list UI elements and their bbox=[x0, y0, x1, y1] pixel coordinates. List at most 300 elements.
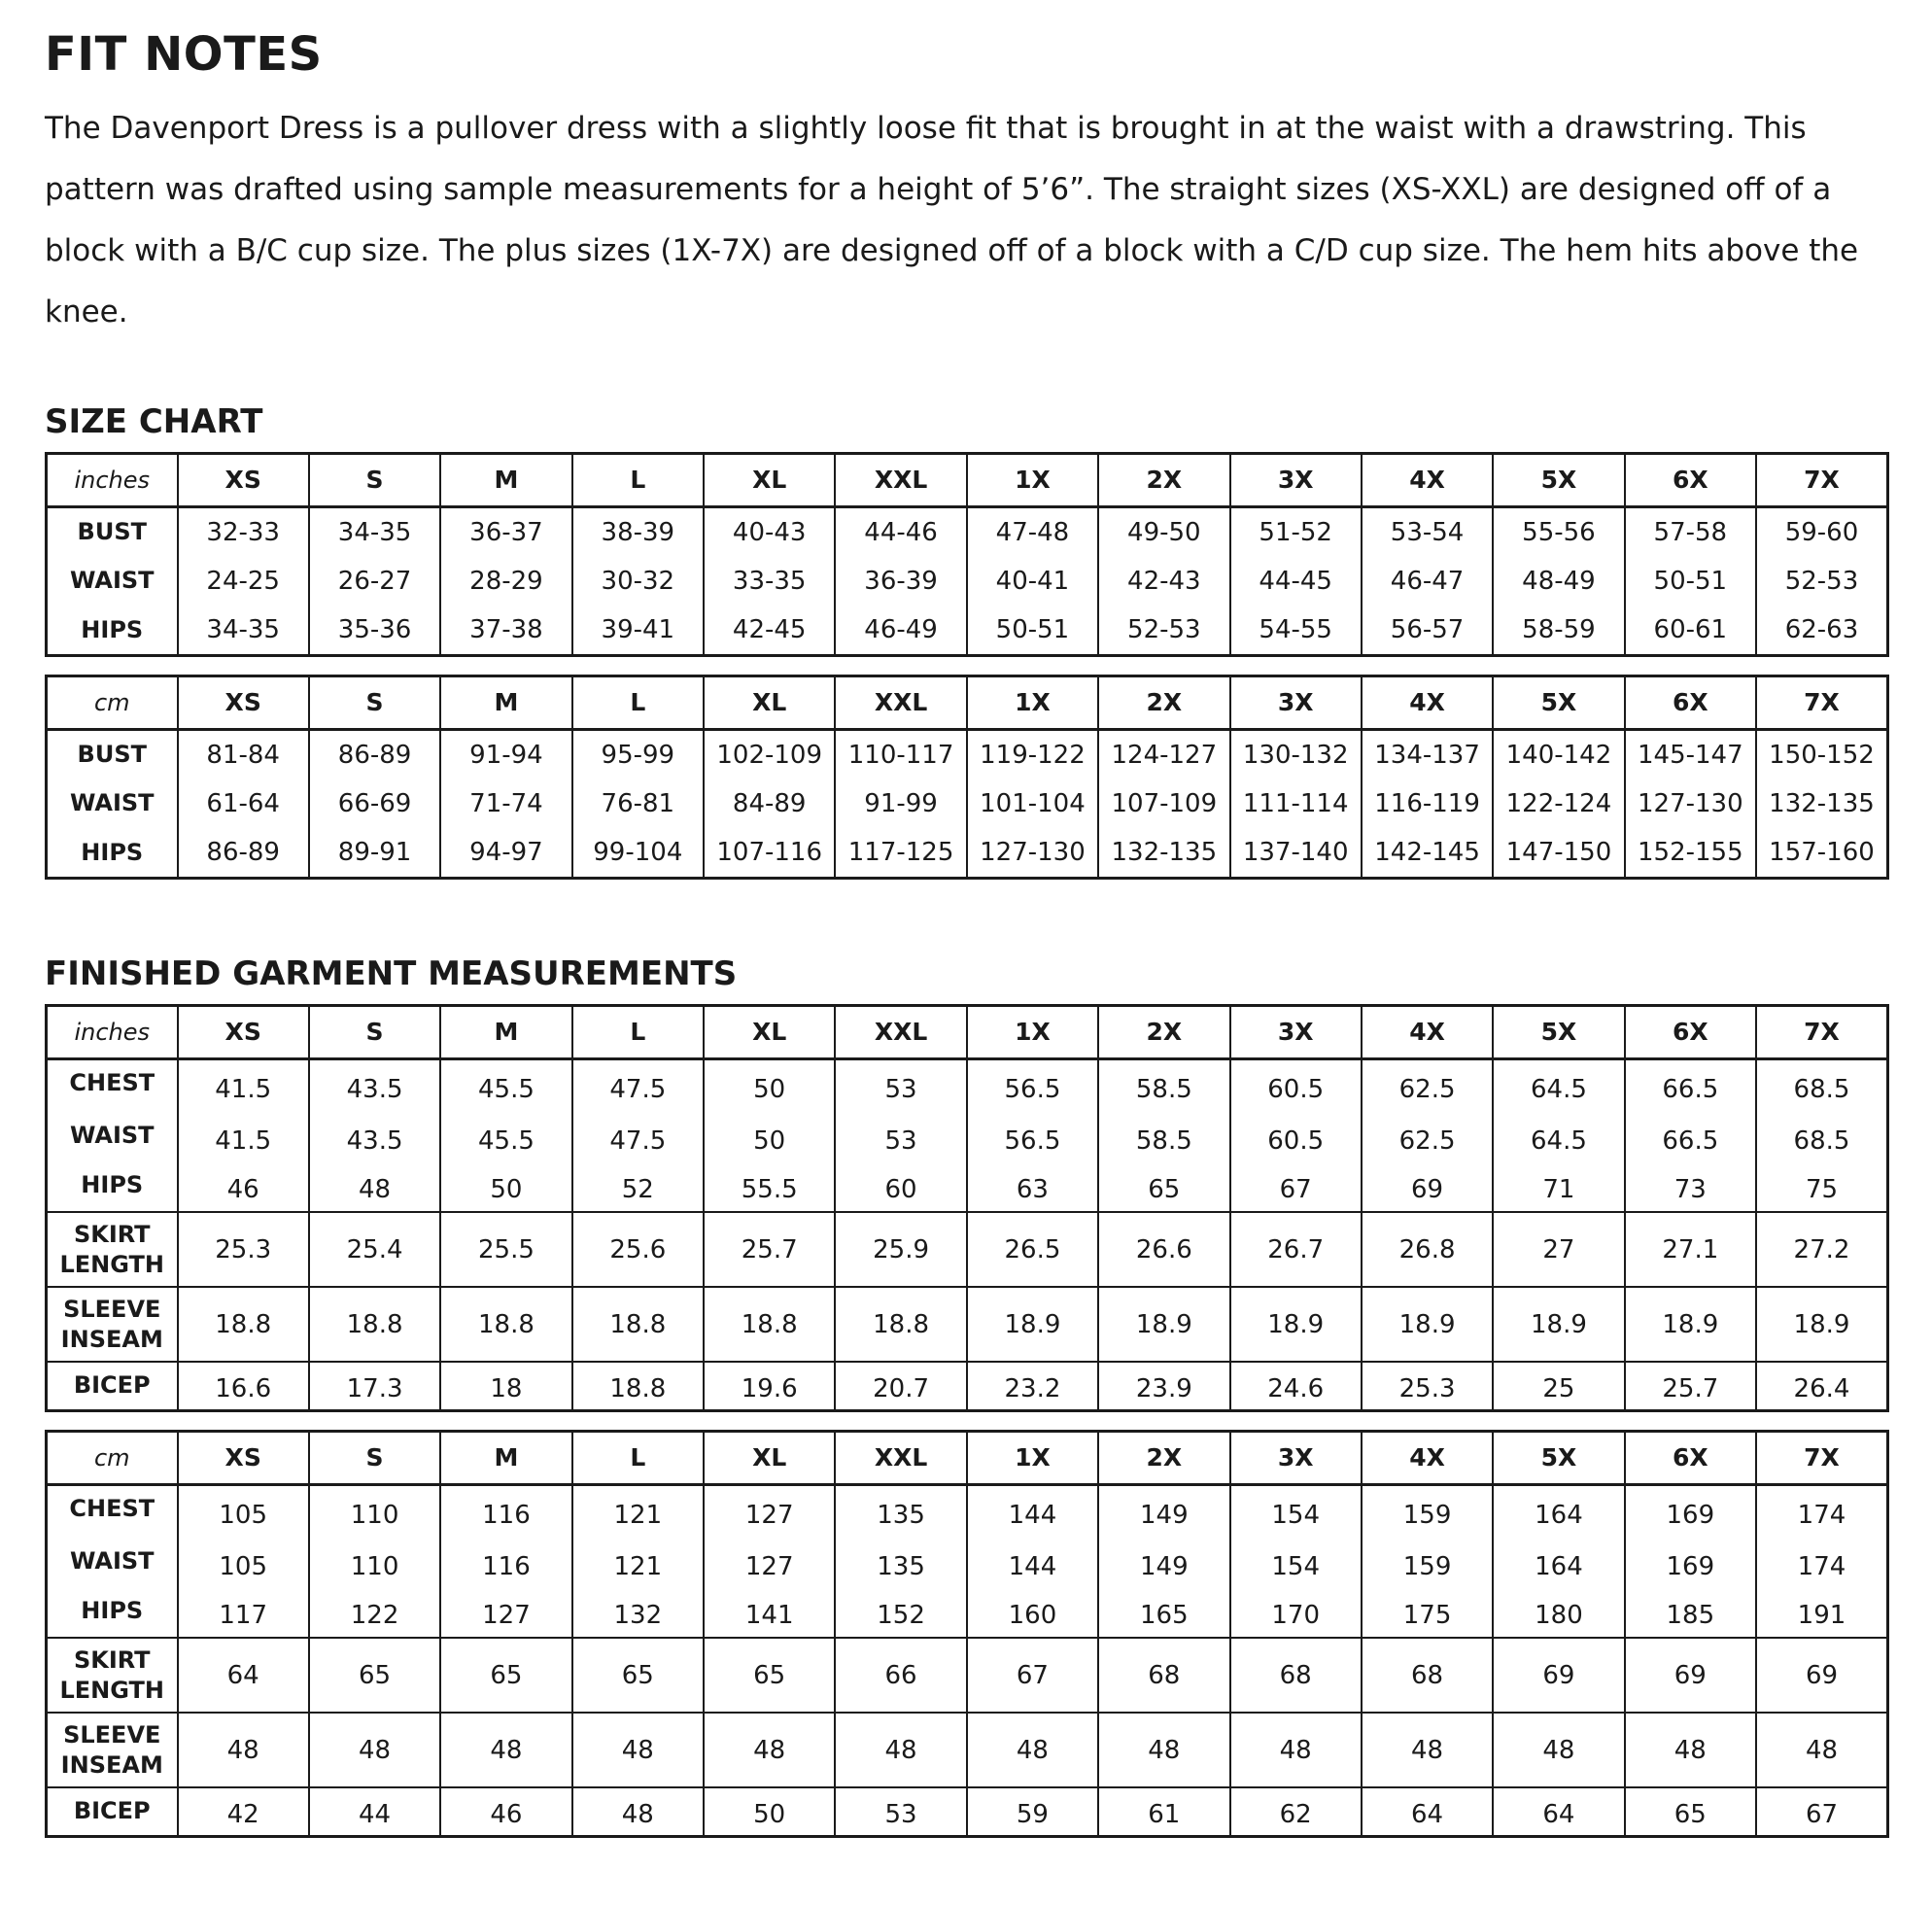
table-row bbox=[47, 729, 1888, 779]
size-header: 7X bbox=[1756, 1005, 1888, 1058]
measurement-cell: 54-55 bbox=[1230, 606, 1362, 655]
row-label-line: LENGTH bbox=[59, 1250, 164, 1278]
unit-label: inches bbox=[47, 453, 178, 506]
size-header: 1X bbox=[967, 1431, 1098, 1484]
row-label bbox=[47, 779, 178, 828]
measurement-cell: 27.1 bbox=[1625, 1212, 1756, 1287]
size-header: 3X bbox=[1230, 453, 1362, 506]
header-row bbox=[47, 1005, 1888, 1058]
measurement-cell: 159 bbox=[1362, 1539, 1493, 1588]
fit-notes-title: FIT NOTES bbox=[45, 27, 323, 82]
row-label-line: WAIST bbox=[69, 789, 155, 817]
row-label bbox=[47, 828, 178, 878]
size-header: XS bbox=[178, 1005, 309, 1058]
measurement-cell: 152-155 bbox=[1625, 828, 1756, 878]
measurement-cell: 67 bbox=[1756, 1787, 1888, 1836]
measurement-cell: 174 bbox=[1756, 1484, 1888, 1539]
measurement-cell: 169 bbox=[1625, 1484, 1756, 1539]
measurement-cell: 18.8 bbox=[440, 1287, 571, 1362]
measurement-cell: 145-147 bbox=[1625, 729, 1756, 779]
measurement-cell: 35-36 bbox=[309, 606, 440, 655]
size-header: 4X bbox=[1362, 1431, 1493, 1484]
row-label-line: HIPS bbox=[81, 838, 144, 866]
measurement-cell: 43.5 bbox=[309, 1058, 440, 1113]
table-row bbox=[47, 828, 1888, 878]
measurement-cell: 60.5 bbox=[1230, 1113, 1362, 1162]
size-header: 2X bbox=[1098, 1431, 1229, 1484]
row-label bbox=[47, 1058, 178, 1113]
unit-label: inches bbox=[47, 1005, 178, 1058]
measurement-cell: 71-74 bbox=[440, 779, 571, 828]
size-chart-cm-table bbox=[45, 675, 1891, 880]
size-header: 5X bbox=[1493, 675, 1624, 729]
measurement-cell: 102-109 bbox=[704, 729, 835, 779]
measurement-cell: 137-140 bbox=[1230, 828, 1362, 878]
measurement-cell: 59 bbox=[967, 1787, 1098, 1836]
measurement-cell: 65 bbox=[440, 1638, 571, 1713]
size-header: M bbox=[440, 453, 571, 506]
size-header: 4X bbox=[1362, 1005, 1493, 1058]
measurement-cell: 164 bbox=[1493, 1484, 1624, 1539]
size-header: S bbox=[309, 1431, 440, 1484]
row-label-line: INSEAM bbox=[60, 1750, 163, 1779]
measurement-cell: 117 bbox=[178, 1588, 309, 1638]
size-header: M bbox=[440, 1431, 571, 1484]
measurement-cell: 122-124 bbox=[1493, 779, 1624, 828]
row-label-line: BICEP bbox=[73, 1797, 151, 1825]
measurement-cell: 76-81 bbox=[572, 779, 704, 828]
measurement-cell: 165 bbox=[1098, 1588, 1229, 1638]
measurement-cell: 170 bbox=[1230, 1588, 1362, 1638]
measurement-cell: 159 bbox=[1362, 1484, 1493, 1539]
measurement-cell: 61 bbox=[1098, 1787, 1229, 1836]
size-header: 5X bbox=[1493, 1431, 1624, 1484]
measurement-cell: 50 bbox=[704, 1787, 835, 1836]
measurement-cell: 127 bbox=[704, 1484, 835, 1539]
measurement-cell: 69 bbox=[1362, 1162, 1493, 1212]
size-header: 3X bbox=[1230, 675, 1362, 729]
measurement-cell: 59-60 bbox=[1756, 506, 1888, 556]
measurement-cell: 64.5 bbox=[1493, 1058, 1624, 1113]
measurement-cell: 26.7 bbox=[1230, 1212, 1362, 1287]
row-label-line: WAIST bbox=[69, 1122, 155, 1150]
measurement-cell: 18.9 bbox=[967, 1287, 1098, 1362]
measurement-cell: 73 bbox=[1625, 1162, 1756, 1212]
row-label bbox=[47, 1113, 178, 1162]
measurement-cell: 60-61 bbox=[1625, 606, 1756, 655]
measurement-cell: 18 bbox=[440, 1362, 571, 1410]
size-header: 6X bbox=[1625, 675, 1756, 729]
size-header: L bbox=[572, 675, 704, 729]
measurement-cell: 191 bbox=[1756, 1588, 1888, 1638]
measurement-cell: 65 bbox=[1098, 1162, 1229, 1212]
finished-garment-inches-table bbox=[45, 1004, 1891, 1412]
measurement-cell: 25.7 bbox=[704, 1212, 835, 1287]
measurement-cell: 154 bbox=[1230, 1484, 1362, 1539]
table-row bbox=[47, 606, 1888, 655]
size-header: XXL bbox=[835, 453, 966, 506]
measurement-cell: 68 bbox=[1362, 1638, 1493, 1713]
header-row bbox=[47, 453, 1888, 506]
measurement-cell: 132-135 bbox=[1756, 779, 1888, 828]
measurement-cell: 152 bbox=[835, 1588, 966, 1638]
measurement-cell: 48 bbox=[1230, 1713, 1362, 1787]
measurement-cell: 45.5 bbox=[440, 1058, 571, 1113]
size-chart-heading: SIZE CHART bbox=[45, 401, 263, 441]
measurement-cell: 48 bbox=[835, 1713, 966, 1787]
measurement-cell: 18.9 bbox=[1756, 1287, 1888, 1362]
measurement-cell: 55-56 bbox=[1493, 506, 1624, 556]
table-row bbox=[47, 1162, 1888, 1212]
measurement-cell: 44-45 bbox=[1230, 556, 1362, 606]
row-label-line: HIPS bbox=[81, 615, 144, 643]
header-row bbox=[47, 1431, 1888, 1484]
measurement-cell: 75 bbox=[1756, 1162, 1888, 1212]
measurement-cell: 132 bbox=[572, 1588, 704, 1638]
row-label-line: CHEST bbox=[69, 1494, 155, 1522]
measurement-cell: 60.5 bbox=[1230, 1058, 1362, 1113]
size-header: L bbox=[572, 1005, 704, 1058]
measurement-cell: 53 bbox=[835, 1787, 966, 1836]
measurement-cell: 66.5 bbox=[1625, 1058, 1756, 1113]
measurement-cell: 18.8 bbox=[835, 1287, 966, 1362]
measurement-cell: 110-117 bbox=[835, 729, 966, 779]
measurement-cell: 140-142 bbox=[1493, 729, 1624, 779]
measurement-cell: 48 bbox=[704, 1713, 835, 1787]
measurement-cell: 46 bbox=[440, 1787, 571, 1836]
measurement-cell: 65 bbox=[704, 1638, 835, 1713]
measurement-cell: 43.5 bbox=[309, 1113, 440, 1162]
measurement-cell: 64.5 bbox=[1493, 1113, 1624, 1162]
measurement-cell: 46-47 bbox=[1362, 556, 1493, 606]
size-header: XXL bbox=[835, 1431, 966, 1484]
measurement-cell: 18.9 bbox=[1625, 1287, 1756, 1362]
size-header: 4X bbox=[1362, 453, 1493, 506]
measurement-cell: 121 bbox=[572, 1539, 704, 1588]
document-page bbox=[45, 29, 1891, 1855]
measurement-cell: 71 bbox=[1493, 1162, 1624, 1212]
measurement-cell: 47-48 bbox=[967, 506, 1098, 556]
measurement-cell: 18.8 bbox=[572, 1362, 704, 1410]
measurement-cell: 33-35 bbox=[704, 556, 835, 606]
measurement-cell: 48-49 bbox=[1493, 556, 1624, 606]
measurement-cell: 52-53 bbox=[1756, 556, 1888, 606]
row-label bbox=[47, 1588, 178, 1638]
measurement-cell: 20.7 bbox=[835, 1362, 966, 1410]
measurement-cell: 18.9 bbox=[1230, 1287, 1362, 1362]
measurement-cell: 56.5 bbox=[967, 1113, 1098, 1162]
measurement-cell: 48 bbox=[1756, 1713, 1888, 1787]
measurement-cell: 32-33 bbox=[178, 506, 309, 556]
measurement-cell: 69 bbox=[1625, 1638, 1756, 1713]
size-header: S bbox=[309, 675, 440, 729]
measurement-cell: 169 bbox=[1625, 1539, 1756, 1588]
measurement-cell: 45.5 bbox=[440, 1113, 571, 1162]
measurement-cell: 149 bbox=[1098, 1484, 1229, 1539]
measurement-cell: 53-54 bbox=[1362, 506, 1493, 556]
table-row bbox=[47, 1539, 1888, 1588]
measurement-cell: 135 bbox=[835, 1484, 966, 1539]
table-row bbox=[47, 1588, 1888, 1638]
size-header: 3X bbox=[1230, 1005, 1362, 1058]
size-header: 5X bbox=[1493, 453, 1624, 506]
size-header: 6X bbox=[1625, 453, 1756, 506]
measurement-cell: 117-125 bbox=[835, 828, 966, 878]
measurement-cell: 17.3 bbox=[309, 1362, 440, 1410]
measurement-cell: 64 bbox=[1493, 1787, 1624, 1836]
measurement-cell: 46-49 bbox=[835, 606, 966, 655]
finished-garment-heading: FINISHED GARMENT MEASUREMENTS bbox=[45, 953, 738, 993]
measurement-cell: 86-89 bbox=[309, 729, 440, 779]
measurement-cell: 154 bbox=[1230, 1539, 1362, 1588]
measurement-cell: 18.8 bbox=[572, 1287, 704, 1362]
size-header: S bbox=[309, 1005, 440, 1058]
measurement-cell: 64 bbox=[1362, 1787, 1493, 1836]
measurement-cell: 36-39 bbox=[835, 556, 966, 606]
measurement-cell: 149 bbox=[1098, 1539, 1229, 1588]
measurement-cell: 141 bbox=[704, 1588, 835, 1638]
measurement-cell: 53 bbox=[835, 1113, 966, 1162]
measurement-cell: 40-43 bbox=[704, 506, 835, 556]
size-header: 1X bbox=[967, 453, 1098, 506]
row-label-line: BUST bbox=[77, 518, 147, 546]
measurement-cell: 48 bbox=[1098, 1713, 1229, 1787]
measurement-cell: 50-51 bbox=[1625, 556, 1756, 606]
measurement-table bbox=[45, 1430, 1889, 1838]
measurement-cell: 130-132 bbox=[1230, 729, 1362, 779]
measurement-cell: 23.9 bbox=[1098, 1362, 1229, 1410]
measurement-cell: 81-84 bbox=[178, 729, 309, 779]
measurement-cell: 94-97 bbox=[440, 828, 571, 878]
fit-notes-text: The Davenport Dress is a pullover dress with a slightly loose fit that is brought in at the waist with a drawstring. This pattern was drafted using sample measurements for a height of 5’6”. The straight sizes (XS-XXL) are designed off of a block with a B/C cup size. The plus sizes (1X-7X) are designed off of a block with a C/D cup size. The hem hits above the knee. bbox=[45, 110, 1859, 329]
row-label bbox=[47, 1484, 178, 1539]
measurement-cell: 48 bbox=[440, 1713, 571, 1787]
header-row bbox=[47, 675, 1888, 729]
measurement-cell: 68 bbox=[1098, 1638, 1229, 1713]
measurement-cell: 62-63 bbox=[1756, 606, 1888, 655]
measurement-cell: 63 bbox=[967, 1162, 1098, 1212]
row-label-line: HIPS bbox=[81, 1171, 144, 1199]
unit-label: cm bbox=[47, 675, 178, 729]
measurement-cell: 18.8 bbox=[704, 1287, 835, 1362]
row-label-line: HIPS bbox=[81, 1597, 144, 1625]
measurement-cell: 47.5 bbox=[572, 1113, 704, 1162]
row-label bbox=[47, 506, 178, 556]
table-row bbox=[47, 1362, 1888, 1410]
measurement-cell: 18.9 bbox=[1098, 1287, 1229, 1362]
measurement-cell: 66 bbox=[835, 1638, 966, 1713]
measurement-cell: 157-160 bbox=[1756, 828, 1888, 878]
table-row bbox=[47, 556, 1888, 606]
measurement-cell: 40-41 bbox=[967, 556, 1098, 606]
measurement-cell: 16.6 bbox=[178, 1362, 309, 1410]
measurement-cell: 25.5 bbox=[440, 1212, 571, 1287]
measurement-cell: 28-29 bbox=[440, 556, 571, 606]
measurement-cell: 48 bbox=[1493, 1713, 1624, 1787]
table-row bbox=[47, 779, 1888, 828]
measurement-cell: 95-99 bbox=[572, 729, 704, 779]
measurement-cell: 121 bbox=[572, 1484, 704, 1539]
row-label-line: SLEEVE bbox=[63, 1720, 161, 1749]
size-header: XS bbox=[178, 453, 309, 506]
measurement-cell: 34-35 bbox=[309, 506, 440, 556]
row-label bbox=[47, 1212, 178, 1287]
measurement-cell: 105 bbox=[178, 1539, 309, 1588]
row-label-line: WAIST bbox=[69, 1547, 155, 1576]
measurement-cell: 27 bbox=[1493, 1212, 1624, 1287]
size-header: 1X bbox=[967, 1005, 1098, 1058]
size-header: XL bbox=[704, 675, 835, 729]
measurement-cell: 39-41 bbox=[572, 606, 704, 655]
row-label-line: SKIRT bbox=[73, 1645, 151, 1674]
measurement-cell: 91-94 bbox=[440, 729, 571, 779]
size-header: M bbox=[440, 675, 571, 729]
measurement-cell: 101-104 bbox=[967, 779, 1098, 828]
row-label bbox=[47, 1713, 178, 1787]
measurement-cell: 67 bbox=[967, 1638, 1098, 1713]
measurement-cell: 107-116 bbox=[704, 828, 835, 878]
measurement-cell: 50 bbox=[704, 1113, 835, 1162]
measurement-cell: 48 bbox=[309, 1162, 440, 1212]
size-header: 6X bbox=[1625, 1005, 1756, 1058]
row-label-line: BICEP bbox=[73, 1371, 151, 1400]
measurement-cell: 174 bbox=[1756, 1539, 1888, 1588]
measurement-cell: 36-37 bbox=[440, 506, 571, 556]
measurement-cell: 53 bbox=[835, 1058, 966, 1113]
size-header: 6X bbox=[1625, 1431, 1756, 1484]
size-chart-inches-table bbox=[45, 452, 1891, 657]
row-label bbox=[47, 1787, 178, 1836]
measurement-cell: 135 bbox=[835, 1539, 966, 1588]
measurement-cell: 144 bbox=[967, 1539, 1098, 1588]
measurement-cell: 68.5 bbox=[1756, 1113, 1888, 1162]
row-label bbox=[47, 1362, 178, 1410]
measurement-cell: 69 bbox=[1493, 1638, 1624, 1713]
measurement-cell: 48 bbox=[572, 1713, 704, 1787]
measurement-cell: 25.7 bbox=[1625, 1362, 1756, 1410]
measurement-cell: 144 bbox=[967, 1484, 1098, 1539]
size-header: 2X bbox=[1098, 453, 1229, 506]
table-row bbox=[47, 1713, 1888, 1787]
measurement-cell: 147-150 bbox=[1493, 828, 1624, 878]
measurement-cell: 57-58 bbox=[1625, 506, 1756, 556]
measurement-cell: 26.6 bbox=[1098, 1212, 1229, 1287]
row-label bbox=[47, 729, 178, 779]
row-label bbox=[47, 1287, 178, 1362]
table-row bbox=[47, 1058, 1888, 1113]
size-header: XL bbox=[704, 1005, 835, 1058]
measurement-cell: 68.5 bbox=[1756, 1058, 1888, 1113]
measurement-cell: 18.8 bbox=[178, 1287, 309, 1362]
measurement-cell: 69 bbox=[1756, 1638, 1888, 1713]
size-header: 3X bbox=[1230, 1431, 1362, 1484]
measurement-cell: 66-69 bbox=[309, 779, 440, 828]
measurement-cell: 23.2 bbox=[967, 1362, 1098, 1410]
measurement-cell: 61-64 bbox=[178, 779, 309, 828]
measurement-cell: 62.5 bbox=[1362, 1113, 1493, 1162]
measurement-cell: 48 bbox=[1625, 1713, 1756, 1787]
measurement-cell: 25.6 bbox=[572, 1212, 704, 1287]
measurement-cell: 30-32 bbox=[572, 556, 704, 606]
size-header: XL bbox=[704, 1431, 835, 1484]
size-header: XXL bbox=[835, 1005, 966, 1058]
measurement-cell: 105 bbox=[178, 1484, 309, 1539]
measurement-cell: 38-39 bbox=[572, 506, 704, 556]
measurement-cell: 91-99 bbox=[835, 779, 966, 828]
finished-garment-cm-table bbox=[45, 1430, 1891, 1838]
measurement-cell: 62 bbox=[1230, 1787, 1362, 1836]
measurement-cell: 56.5 bbox=[967, 1058, 1098, 1113]
measurement-cell: 65 bbox=[309, 1638, 440, 1713]
measurement-cell: 160 bbox=[967, 1588, 1098, 1638]
measurement-cell: 52-53 bbox=[1098, 606, 1229, 655]
size-header: 7X bbox=[1756, 453, 1888, 506]
size-header: M bbox=[440, 1005, 571, 1058]
measurement-cell: 67 bbox=[1230, 1162, 1362, 1212]
measurement-cell: 55.5 bbox=[704, 1162, 835, 1212]
measurement-cell: 26.5 bbox=[967, 1212, 1098, 1287]
measurement-cell: 62.5 bbox=[1362, 1058, 1493, 1113]
measurement-table bbox=[45, 1004, 1889, 1412]
measurement-cell: 41.5 bbox=[178, 1058, 309, 1113]
measurement-cell: 18.9 bbox=[1362, 1287, 1493, 1362]
row-label-line: LENGTH bbox=[59, 1676, 164, 1704]
size-header: 7X bbox=[1756, 675, 1888, 729]
measurement-cell: 110 bbox=[309, 1539, 440, 1588]
measurement-cell: 116 bbox=[440, 1484, 571, 1539]
measurement-cell: 47.5 bbox=[572, 1058, 704, 1113]
measurement-cell: 175 bbox=[1362, 1588, 1493, 1638]
measurement-cell: 25.3 bbox=[178, 1212, 309, 1287]
measurement-cell: 116-119 bbox=[1362, 779, 1493, 828]
size-header: 2X bbox=[1098, 675, 1229, 729]
measurement-table bbox=[45, 452, 1889, 657]
measurement-cell: 150-152 bbox=[1756, 729, 1888, 779]
row-label-line: WAIST bbox=[69, 567, 155, 595]
measurement-cell: 66.5 bbox=[1625, 1113, 1756, 1162]
size-header: 2X bbox=[1098, 1005, 1229, 1058]
measurement-cell: 37-38 bbox=[440, 606, 571, 655]
measurement-cell: 180 bbox=[1493, 1588, 1624, 1638]
row-label bbox=[47, 1638, 178, 1713]
table-row bbox=[47, 1287, 1888, 1362]
measurement-cell: 58-59 bbox=[1493, 606, 1624, 655]
size-header: 5X bbox=[1493, 1005, 1624, 1058]
row-label bbox=[47, 1539, 178, 1588]
measurement-cell: 64 bbox=[178, 1638, 309, 1713]
table-row bbox=[47, 1113, 1888, 1162]
size-header: 7X bbox=[1756, 1431, 1888, 1484]
measurement-cell: 122 bbox=[309, 1588, 440, 1638]
measurement-cell: 44 bbox=[309, 1787, 440, 1836]
measurement-cell: 42-43 bbox=[1098, 556, 1229, 606]
measurement-cell: 42 bbox=[178, 1787, 309, 1836]
measurement-cell: 48 bbox=[1362, 1713, 1493, 1787]
table-row bbox=[47, 1212, 1888, 1287]
measurement-cell: 50 bbox=[704, 1058, 835, 1113]
measurement-cell: 25.9 bbox=[835, 1212, 966, 1287]
measurement-cell: 65 bbox=[1625, 1787, 1756, 1836]
measurement-cell: 116 bbox=[440, 1539, 571, 1588]
measurement-cell: 134-137 bbox=[1362, 729, 1493, 779]
measurement-cell: 26.4 bbox=[1756, 1362, 1888, 1410]
size-header: L bbox=[572, 453, 704, 506]
measurement-cell: 48 bbox=[309, 1713, 440, 1787]
size-header: XL bbox=[704, 453, 835, 506]
measurement-cell: 52 bbox=[572, 1162, 704, 1212]
size-header: XS bbox=[178, 1431, 309, 1484]
measurement-cell: 86-89 bbox=[178, 828, 309, 878]
